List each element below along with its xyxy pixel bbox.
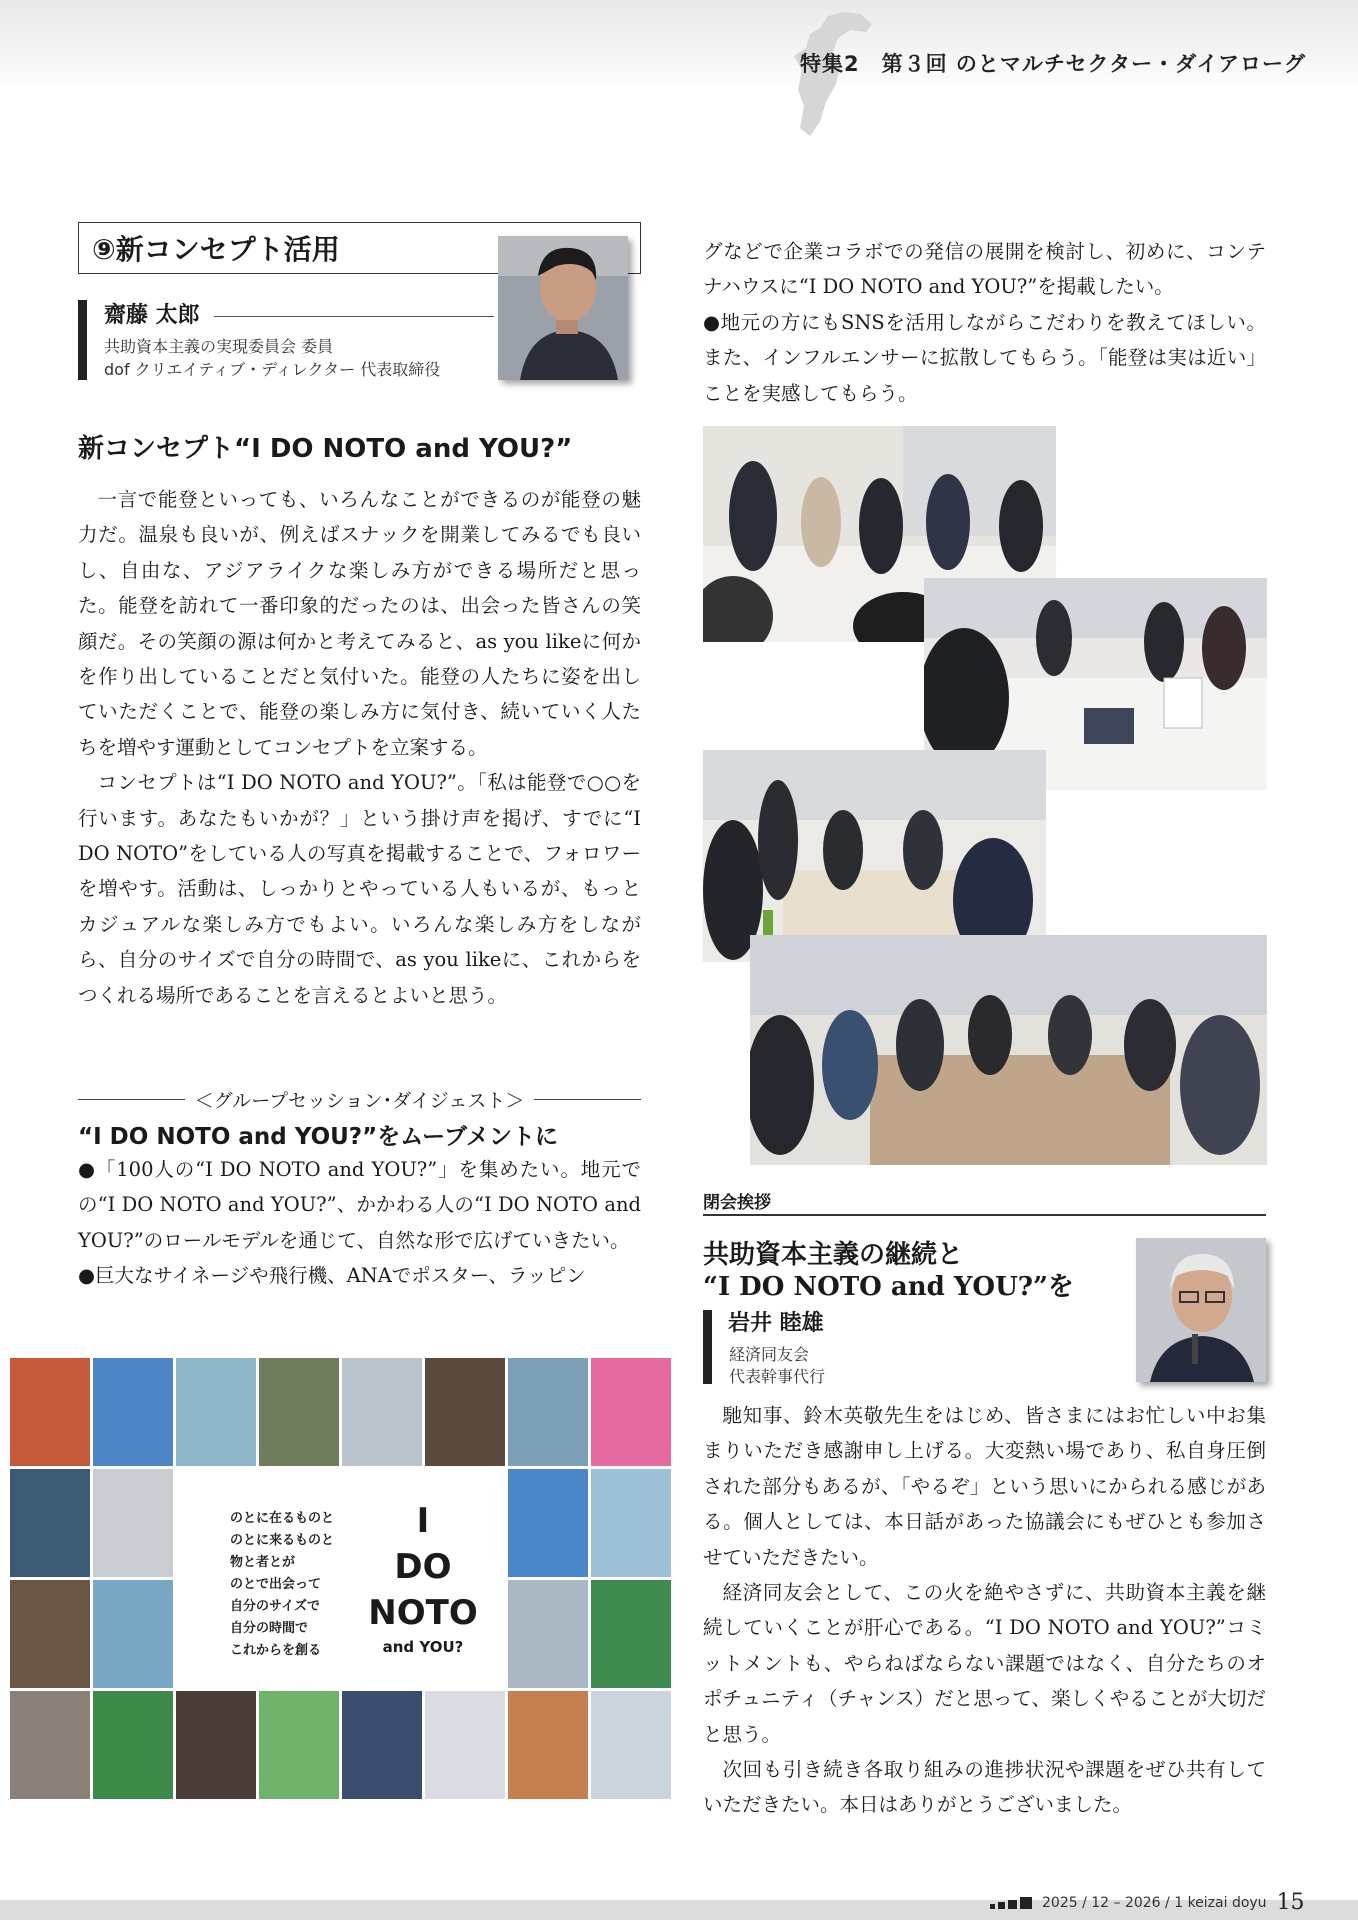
- footer-squares-icon: [990, 1897, 1032, 1909]
- closing-title: “I DO NOTO and YOU?”を: [703, 1272, 1074, 1302]
- poster-photo: [591, 1691, 671, 1799]
- speaker-name: 齋藤 太郎: [104, 303, 200, 328]
- page-number: 15: [1276, 1890, 1305, 1915]
- poster-center-panel: [176, 1470, 504, 1686]
- speaker-role: dof クリエイティブ・ディレクター 代表取締役: [104, 360, 441, 379]
- poster-photo: [259, 1691, 339, 1799]
- poster-photo: [591, 1580, 671, 1688]
- speaker-role: 代表幹事代行: [729, 1367, 826, 1386]
- digest-label: ＜グループセッション･ダイジェスト＞: [194, 1089, 525, 1112]
- poster-line: のとに来るものと: [230, 1533, 335, 1548]
- issue-info: 2025 / 12 – 2026 / 1 keizai doyu: [1042, 1894, 1267, 1911]
- concept-heading: 新コンセプト“I DO NOTO and YOU?”: [78, 434, 573, 464]
- session-photo: [703, 750, 1046, 962]
- poster-line: のとで出会って: [230, 1577, 322, 1592]
- divider: [214, 316, 494, 317]
- poster-photo: [93, 1358, 173, 1466]
- poster-line: のとに在るものと: [230, 1511, 335, 1526]
- i-do-noto-poster: [10, 1358, 670, 1798]
- digest-divider: [78, 1086, 641, 1112]
- bullet-item: ●「100人の“I DO NOTO and YOU?”」を集めたい。地元での“I DO NOTO and YOU?”、かかわる人の“I DO NOTO and YOU?”のロールモデルを通じて、自然な形で広げていきたい。: [78, 1158, 641, 1252]
- divider: [703, 1214, 1266, 1216]
- speaker-photo-iwai: [1136, 1238, 1266, 1382]
- poster-photo: [591, 1469, 671, 1577]
- movement-heading: “I DO NOTO and YOU?”をムーブメントに: [78, 1124, 559, 1150]
- paragraph: 経済同友会として、この火を絶やさずに、共助資本主義を継続していくことが肝心である。“I DO NOTO and YOU?”コミットメントも、やらねばならない課題ではなく、自分たちのオポチュニティ（チャンス）だと思って、楽しくやることが大切だと思う。: [703, 1581, 1266, 1746]
- digest-body: [78, 1152, 641, 1294]
- poster-photo: [10, 1358, 90, 1466]
- bullet-item: グなどで企業コラボでの発信の展開を検討し、初めに、コンテナハウスに“I DO NOTO and YOU?”を掲載したい。: [703, 240, 1266, 299]
- page-footer: [990, 1890, 1305, 1915]
- poster-photo: [176, 1691, 256, 1799]
- poster-photo: [508, 1469, 588, 1577]
- poster-photo: [342, 1358, 422, 1466]
- poster-photo: [10, 1469, 90, 1577]
- poster-photo: [425, 1358, 505, 1466]
- speaker-role: 経済同友会: [729, 1345, 810, 1364]
- digest-body-continued: [703, 234, 1266, 411]
- poster-photo: [342, 1691, 422, 1799]
- article-body: [78, 482, 641, 1013]
- poster-photo: [591, 1358, 671, 1466]
- speaker-name: 岩井 睦雄: [728, 1311, 824, 1336]
- poster-photo: [508, 1580, 588, 1688]
- paragraph: 一言で能登といっても、いろんなことができるのが能登の魅力だ。温泉も良いが、例えばスナックを開業してみるでも良いし、自由な、アジアライクな楽しみ方ができる場所だと思った。能登を訪れて一番印象的だったのは、出会った皆さんの笑顔だ。その笑顔の源は何かと考えてみると、as you likeに何かを作り出していることだと気付いた。能登の人たちに姿を出していただくことで、能登の楽しみ方に気付き、続いていく人たちを増やす運動としてコンセプトを立案する。: [78, 488, 641, 759]
- speaker-role: 共助資本主義の実現委員会 委員: [104, 337, 334, 356]
- poster-photo: [93, 1469, 173, 1577]
- poster-photo: [508, 1358, 588, 1466]
- bullet-item: ●巨大なサイネージや飛行機、ANAでポスター、ラッピン: [78, 1264, 586, 1288]
- paragraph: コンセプトは“I DO NOTO and YOU?”。「私は能登で○○を行います。あなたもいかが？」という掛け声を掲げ、すでに“I DO NOTO”をしている人の写真を掲載することで、フォロワーを増やす。活動は、しっかりとやっている人もいるが、もっとカジュアルな楽しみ方でもよい。いろんな楽しみ方をしながら、自分のサイズで自分の時間で、as you likeに、これからをつくれる場所であることを言えるとよいと思う。: [78, 771, 641, 1007]
- header-band: [0, 0, 1358, 92]
- poster-tagline: [230, 1508, 334, 1662]
- poster-photo: [10, 1691, 90, 1799]
- poster-logo-line: NOTO: [368, 1593, 478, 1633]
- closing-body: [703, 1398, 1266, 1823]
- speaker-bar: [78, 300, 87, 380]
- poster-logo-sub: and YOU?: [382, 1638, 464, 1656]
- poster-logo-line: DO: [394, 1547, 452, 1587]
- bullet-item: ●地元の方にもSNSを活用しながらこだわりを教えてほしい。また、インフルエンサーに拡散してもらう。「能登は実は近い」ことを実感してもらう。: [703, 310, 1266, 405]
- poster-logo-line: I: [416, 1501, 430, 1541]
- poster-photo: [10, 1580, 90, 1688]
- poster-line: 自分の時間で: [230, 1621, 309, 1636]
- paragraph: 次回も引き続き各取り組みの進捗状況や課題をぜひ共有していただきたい。本日はありがとうございました。: [703, 1758, 1266, 1817]
- feature-header-title: 特集2 第３回 のとマルチセクター・ダイアローグ: [800, 52, 1307, 76]
- poster-photo: [176, 1358, 256, 1466]
- poster-photo: [93, 1580, 173, 1688]
- poster-photo: [259, 1358, 339, 1466]
- section-title: ⑨新コンセプト活用: [92, 233, 340, 266]
- poster-photo: [425, 1691, 505, 1799]
- closing-label: 閉会挨拶: [703, 1193, 771, 1213]
- poster-photo: [93, 1691, 173, 1799]
- speaker-bar: [703, 1310, 712, 1384]
- session-photo: [750, 935, 1267, 1165]
- poster-line: 自分のサイズで: [230, 1599, 320, 1614]
- poster-logo-text: [358, 1498, 488, 1658]
- poster-line: 物と者とが: [230, 1555, 296, 1570]
- poster-photo: [508, 1691, 588, 1799]
- closing-title: 共助資本主義の継続と: [703, 1240, 964, 1270]
- speaker-photo-saito: [498, 236, 628, 380]
- poster-line: これからを創る: [230, 1643, 322, 1658]
- paragraph: 馳知事、鈴木英敬先生をはじめ、皆さまにはお忙しい中お集まりいただき感謝申し上げる。大変熱い場であり、私自身圧倒された部分もあるが、「やるぞ」という思いにかられる感じがある。個人としては、本日話があった協議会にもぜひとも参加させていただきたい。: [703, 1404, 1266, 1569]
